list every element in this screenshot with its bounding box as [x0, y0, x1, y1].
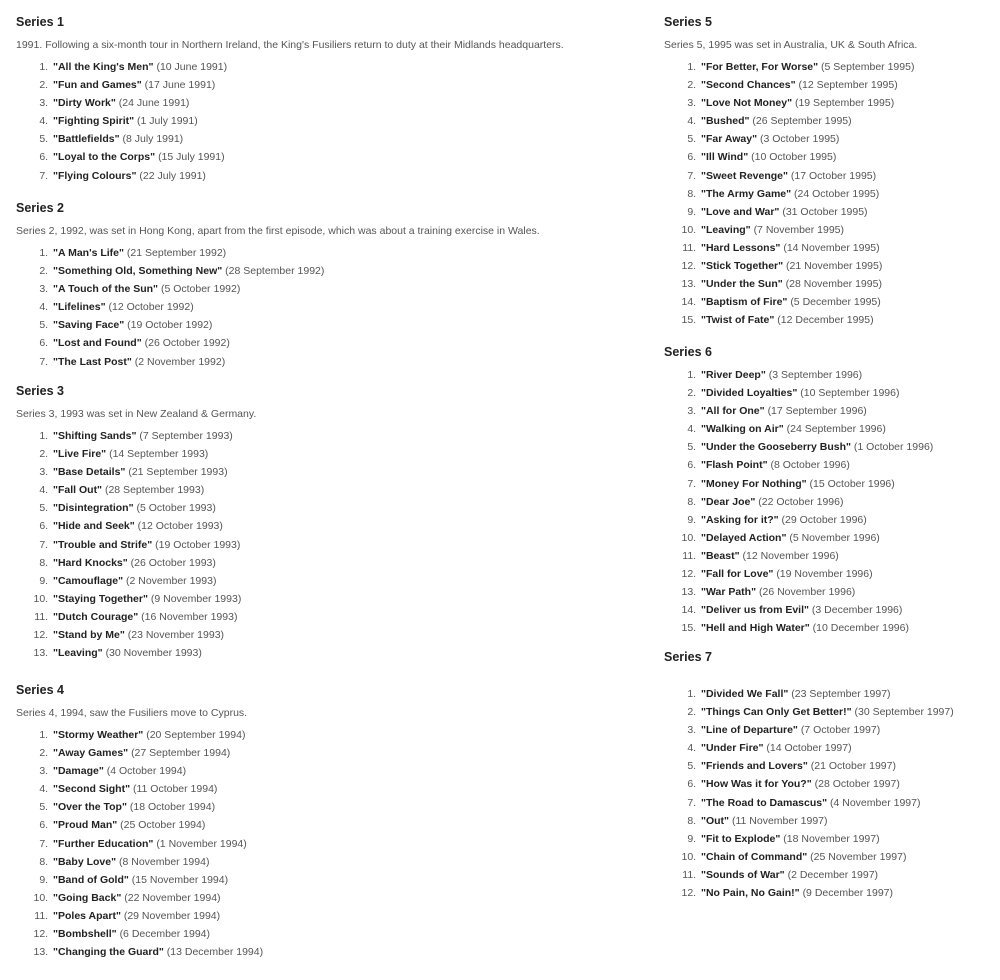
episode-item [699, 511, 994, 529]
episode-item [51, 925, 636, 943]
episode-air-date: (15 October 1996) [809, 477, 895, 490]
episode-air-date: (21 September 1993) [128, 466, 228, 479]
episode-title: "All the King's Men" [53, 61, 154, 73]
episode-item [699, 384, 994, 402]
episode-air-date: (10 October 1995) [751, 151, 837, 164]
episode-air-date: (2 November 1992) [134, 355, 226, 368]
episode-air-date: (7 October 1997) [800, 724, 881, 737]
episode-item [51, 590, 636, 608]
episode-item [699, 775, 994, 793]
series-description: Series 2, 1992, was set in Hong Kong, apart from the first episode, which was about a training exercise in Wales. [16, 225, 540, 237]
episode-item [51, 112, 636, 130]
episode-item [51, 644, 636, 662]
episode-air-date: (21 October 1997) [810, 760, 896, 773]
episode-item [51, 76, 636, 94]
episode-item [51, 871, 636, 889]
series-description: Series 5, 1995 was set in Australia, UK & South Africa. [664, 39, 918, 51]
episode-title: "Further Education" [53, 837, 154, 850]
episode-title: "Flying Colours" [53, 169, 137, 182]
episode-air-date: (11 October 1994) [132, 783, 218, 796]
episode-item [699, 583, 994, 601]
episode-air-date: (10 June 1991) [156, 61, 228, 73]
episode-title: "Under the Sun" [701, 278, 783, 291]
episode-title: "Line of Departure" [701, 724, 798, 737]
episode-title: "Changing the Guard" [53, 946, 164, 959]
episode-item [51, 780, 636, 798]
episode-air-date: (17 June 1991) [144, 79, 216, 92]
episode-title: "War Path" [701, 586, 757, 599]
episode-item [51, 744, 636, 762]
episode-title: "For Better, For Worse" [701, 61, 819, 73]
episode-title: "Hard Knocks" [53, 556, 128, 569]
episode-title: "Twist of Fate" [701, 314, 775, 327]
series-section [664, 648, 994, 902]
episode-title: "Deliver us from Evil" [701, 604, 809, 617]
episode-item [51, 798, 636, 816]
episode-title: "The Army Game" [701, 187, 792, 200]
episode-title: "Second Sight" [53, 783, 131, 796]
episode-title: "Hell and High Water" [701, 622, 810, 635]
episode-item [699, 420, 994, 438]
episode-item [51, 572, 636, 590]
episode-title: "Camouflage" [53, 574, 124, 587]
episode-air-date: (21 September 1992) [126, 247, 227, 259]
episode-air-date: (9 November 1993) [150, 592, 242, 605]
episode-air-date: (15 November 1994) [131, 873, 229, 886]
episode-air-date: (22 October 1996) [758, 495, 844, 508]
episode-air-date: (14 November 1995) [783, 241, 880, 254]
series-heading: Series 3 [16, 384, 64, 398]
episode-item [699, 794, 994, 812]
episode-item [699, 438, 994, 456]
episode-air-date: (19 October 1993) [155, 538, 241, 551]
episode-air-date: (24 June 1991) [118, 97, 190, 110]
episode-title: "Chain of Command" [701, 850, 808, 863]
episode-title: "Out" [701, 814, 730, 827]
episode-air-date: (10 September 1996) [800, 387, 900, 400]
episode-air-date: (7 November 1995) [753, 223, 845, 236]
episode-item [699, 547, 994, 565]
episode-title: "Far Away" [701, 133, 758, 146]
episode-air-date: (12 December 1995) [777, 314, 874, 327]
spacer [664, 666, 994, 685]
episode-item [699, 848, 994, 866]
episode-item [699, 311, 994, 329]
series-description: Series 3, 1993 was set in New Zealand & Germany. [16, 408, 257, 420]
episode-title: "Live Fire" [53, 448, 107, 461]
episode-item [51, 835, 636, 853]
episode-air-date: (10 December 1996) [812, 622, 909, 635]
episode-air-date: (25 October 1994) [120, 819, 206, 832]
episode-air-date: (5 November 1996) [789, 531, 880, 544]
episode-title: "Fun and Games" [53, 79, 142, 92]
episode-title: "Money For Nothing" [701, 477, 807, 490]
episode-title: "Away Games" [53, 747, 129, 760]
episode-air-date: (8 July 1991) [122, 133, 184, 146]
episode-title: "Sweet Revenge" [701, 169, 788, 182]
episode-air-date: (12 October 1992) [108, 301, 194, 314]
episode-title: "Disintegration" [53, 502, 134, 515]
episode-air-date: (21 November 1995) [786, 260, 883, 273]
episode-title: "Saving Face" [53, 319, 125, 332]
series-heading: Series 7 [664, 650, 712, 664]
series-heading: Series 4 [16, 683, 64, 697]
episode-item [699, 601, 994, 619]
series-section [664, 13, 994, 329]
episode-air-date: (17 September 1996) [767, 405, 867, 418]
series-description: 1991. Following a six-month tour in Northern Ireland, the King's Fusiliers return to duty at their Midlands headquarters. [16, 39, 564, 51]
episode-title: "Second Chances" [701, 79, 796, 92]
episode-title: "Bushed" [701, 115, 750, 128]
episode-title: "Beast" [701, 549, 740, 562]
episode-title: "Walking on Air" [701, 423, 784, 436]
episode-item [51, 353, 636, 371]
episode-list [16, 726, 636, 961]
episode-item [699, 402, 994, 420]
episode-item [51, 816, 636, 834]
episode-item [699, 293, 994, 311]
episode-title: "The Last Post" [53, 355, 132, 368]
episode-title: "Dirty Work" [53, 97, 116, 110]
episode-title: "Loyal to the Corps" [53, 151, 156, 164]
episode-air-date: (1 October 1996) [853, 441, 934, 454]
episode-title: "Hide and Seek" [53, 520, 135, 533]
episode-item [699, 366, 994, 384]
episode-item [51, 536, 636, 554]
episode-air-date: (3 October 1995) [760, 133, 840, 146]
episode-item [51, 445, 636, 463]
episode-air-date: (17 October 1995) [790, 169, 877, 182]
episode-item [699, 721, 994, 739]
episode-title: "Fit to Explode" [701, 832, 781, 845]
episode-air-date: (4 November 1997) [830, 796, 921, 809]
series-section [16, 382, 636, 662]
episode-air-date: (25 November 1997) [810, 850, 907, 863]
episode-list [16, 244, 636, 371]
episode-title: "Poles Apart" [53, 909, 121, 922]
episode-air-date: (24 September 1996) [786, 423, 886, 436]
episode-title: "Things Can Only Get Better!" [701, 706, 852, 719]
episode-title: "Damage" [53, 765, 104, 778]
episode-item [699, 703, 994, 721]
episode-item [51, 517, 636, 535]
episode-title: "Asking for it?" [701, 513, 779, 526]
episode-air-date: (7 September 1993) [139, 430, 233, 442]
episode-air-date: (22 July 1991) [139, 169, 206, 182]
episode-item [51, 167, 636, 185]
episode-title: "Going Back" [53, 891, 122, 904]
series-section [16, 199, 636, 371]
episode-item [699, 167, 994, 185]
episode-air-date: (9 December 1997) [802, 887, 894, 900]
episode-title: "Divided Loyalties" [701, 387, 798, 400]
episode-air-date: (30 September 1997) [854, 706, 954, 719]
episode-item [51, 130, 636, 148]
episode-air-date: (26 October 1992) [144, 337, 230, 350]
episode-item [51, 554, 636, 572]
episode-air-date: (30 November 1993) [105, 647, 202, 660]
episode-title: "Trouble and Strife" [53, 538, 153, 551]
episode-item [699, 739, 994, 757]
episode-title: "No Pain, No Gain!" [701, 887, 800, 900]
episode-air-date: (23 November 1993) [127, 629, 225, 642]
episode-title: "Hard Lessons" [701, 241, 781, 254]
episode-air-date: (6 December 1994) [119, 928, 211, 941]
episode-title: "Fall Out" [53, 484, 103, 497]
episode-air-date: (26 November 1996) [759, 586, 856, 599]
episode-title: "Over the Top" [53, 801, 127, 814]
series-section [16, 681, 636, 961]
episode-air-date: (3 December 1996) [811, 604, 903, 617]
episode-title: "River Deep" [701, 369, 766, 381]
episode-item [51, 762, 636, 780]
episode-title: "Under the Gooseberry Bush" [701, 441, 851, 454]
episode-title: "Friends and Lovers" [701, 760, 808, 773]
episode-item [51, 608, 636, 626]
episode-item [699, 529, 994, 547]
episode-air-date: (11 November 1997) [731, 814, 828, 827]
episode-item [51, 94, 636, 112]
episode-title: "Staying Together" [53, 592, 148, 605]
episode-air-date: (26 September 1995) [752, 115, 852, 128]
episode-air-date: (5 December 1995) [790, 296, 881, 309]
episode-title: "Delayed Action" [701, 531, 787, 544]
episode-title: "Ill Wind" [701, 151, 749, 164]
episode-item [699, 685, 994, 703]
episode-title: "Love and War" [701, 205, 780, 218]
episode-air-date: (13 December 1994) [166, 946, 264, 959]
episode-item [51, 148, 636, 166]
episode-air-date: (28 October 1997) [814, 778, 900, 791]
episode-title: "The Road to Damascus" [701, 796, 828, 809]
series-heading: Series 1 [16, 15, 64, 29]
episode-title: "Baptism of Fire" [701, 296, 788, 309]
episode-air-date: (14 October 1997) [766, 742, 852, 755]
episode-air-date: (18 November 1997) [783, 832, 880, 845]
episode-title: "Stormy Weather" [53, 729, 144, 741]
series-section [664, 343, 994, 637]
episode-air-date: (22 November 1994) [124, 891, 221, 904]
episode-title: "A Touch of the Sun" [53, 283, 159, 296]
episode-item [699, 565, 994, 583]
episode-item [51, 853, 636, 871]
episode-title: "Sounds of War" [701, 868, 785, 881]
episode-title: "Dear Joe" [701, 495, 756, 508]
episode-item [51, 298, 636, 316]
episode-item [51, 463, 636, 481]
episode-item [699, 866, 994, 884]
episode-item [51, 262, 636, 280]
episode-air-date: (19 September 1995) [794, 97, 895, 110]
episode-item [699, 76, 994, 94]
episode-title: "Band of Gold" [53, 873, 129, 886]
episode-item [51, 889, 636, 907]
episode-air-date: (24 October 1995) [794, 187, 880, 200]
episode-item [51, 427, 636, 445]
episode-item [699, 185, 994, 203]
series-description: Series 4, 1994, saw the Fusiliers move to Cyprus. [16, 707, 248, 719]
episode-air-date: (12 September 1995) [798, 79, 898, 92]
episode-item [51, 334, 636, 352]
episode-title: "Proud Man" [53, 819, 118, 832]
episode-item [51, 244, 636, 262]
episode-title: "Stand by Me" [53, 629, 125, 642]
episode-air-date: (31 October 1995) [782, 205, 868, 218]
episode-air-date: (8 November 1994) [118, 855, 210, 868]
episode-title: "Flash Point" [701, 459, 768, 472]
episode-item [699, 812, 994, 830]
episode-item [699, 112, 994, 130]
episode-air-date: (14 September 1993) [109, 448, 209, 461]
episode-air-date: (20 September 1994) [146, 729, 246, 741]
episode-air-date: (29 October 1996) [781, 513, 867, 526]
episode-title: "Fighting Spirit" [53, 115, 135, 128]
episode-air-date: (19 October 1992) [127, 319, 213, 332]
episode-air-date: (28 November 1995) [785, 278, 882, 291]
episode-item [699, 493, 994, 511]
episode-item [699, 58, 994, 76]
episode-air-date: (4 October 1994) [106, 765, 187, 778]
episode-air-date: (19 November 1996) [776, 568, 873, 581]
episode-item [51, 58, 636, 76]
episode-title: "Battlefields" [53, 133, 120, 146]
episode-air-date: (26 October 1993) [130, 556, 216, 569]
episode-title: "Lifelines" [53, 301, 106, 314]
episode-air-date: (16 November 1993) [141, 610, 238, 623]
episode-item [699, 203, 994, 221]
episode-item [699, 757, 994, 775]
episode-air-date: (5 October 1992) [160, 283, 241, 296]
episode-list [664, 58, 994, 329]
episode-title: "Under Fire" [701, 742, 764, 755]
episode-title: "Leaving" [701, 223, 751, 236]
episode-item [699, 94, 994, 112]
episode-item [699, 239, 994, 257]
episode-air-date: (5 October 1993) [136, 502, 216, 515]
episode-air-date: (1 July 1991) [137, 115, 198, 128]
episode-air-date: (28 September 1993) [104, 484, 205, 497]
series-section [16, 13, 636, 185]
episode-title: "Lost and Found" [53, 337, 142, 350]
episode-item [51, 943, 636, 961]
episode-item [699, 130, 994, 148]
episode-air-date: (1 November 1994) [156, 837, 247, 850]
episode-item [699, 619, 994, 637]
episode-item [51, 280, 636, 298]
episode-title: "Base Details" [53, 466, 126, 479]
series-heading: Series 6 [664, 345, 712, 359]
episode-air-date: (5 September 1995) [821, 61, 915, 73]
episode-list [16, 58, 636, 185]
episode-air-date: (12 November 1996) [742, 549, 839, 562]
episode-item [51, 499, 636, 517]
series-heading: Series 5 [664, 15, 712, 29]
episode-air-date: (15 July 1991) [158, 151, 225, 164]
episode-title: "Bombshell" [53, 928, 117, 941]
episode-air-date: (3 September 1996) [768, 369, 863, 381]
episode-item [699, 257, 994, 275]
episode-title: "Divided We Fall" [701, 688, 789, 700]
episode-item [699, 456, 994, 474]
episode-title: "Shifting Sands" [53, 430, 137, 442]
episode-item [51, 626, 636, 644]
episode-item [699, 275, 994, 293]
episode-air-date: (2 December 1997) [787, 868, 879, 881]
episode-item [51, 726, 636, 744]
episode-title: "All for One" [701, 405, 765, 418]
episode-title: "Love Not Money" [701, 97, 793, 110]
series-heading: Series 2 [16, 201, 64, 215]
episode-title: "A Man's Life" [53, 247, 124, 259]
episode-air-date: (23 September 1997) [791, 688, 891, 700]
episode-item [699, 475, 994, 493]
episode-air-date: (18 October 1994) [129, 801, 216, 814]
episode-air-date: (2 November 1993) [125, 574, 217, 587]
episode-title: "How Was it for You?" [701, 778, 812, 791]
episode-item [51, 316, 636, 334]
episode-title: "Leaving" [53, 647, 103, 660]
episode-item [699, 221, 994, 239]
episode-item [699, 830, 994, 848]
episode-title: "Something Old, Something New" [53, 265, 223, 278]
episode-item [51, 907, 636, 925]
episode-item [51, 481, 636, 499]
episode-air-date: (12 October 1993) [137, 520, 223, 533]
episode-list [16, 427, 636, 662]
episode-title: "Baby Love" [53, 855, 117, 868]
episode-title: "Fall for Love" [701, 568, 774, 581]
episode-air-date: (29 November 1994) [123, 909, 221, 922]
episode-list [664, 366, 994, 637]
episode-air-date: (8 October 1996) [770, 459, 850, 472]
episode-item [699, 148, 994, 166]
episode-air-date: (28 September 1992) [225, 265, 325, 278]
episode-title: "Dutch Courage" [53, 610, 139, 623]
episode-item [699, 884, 994, 902]
episode-air-date: (27 September 1994) [131, 747, 231, 760]
episode-title: "Stick Together" [701, 260, 784, 273]
episode-list [664, 685, 994, 902]
